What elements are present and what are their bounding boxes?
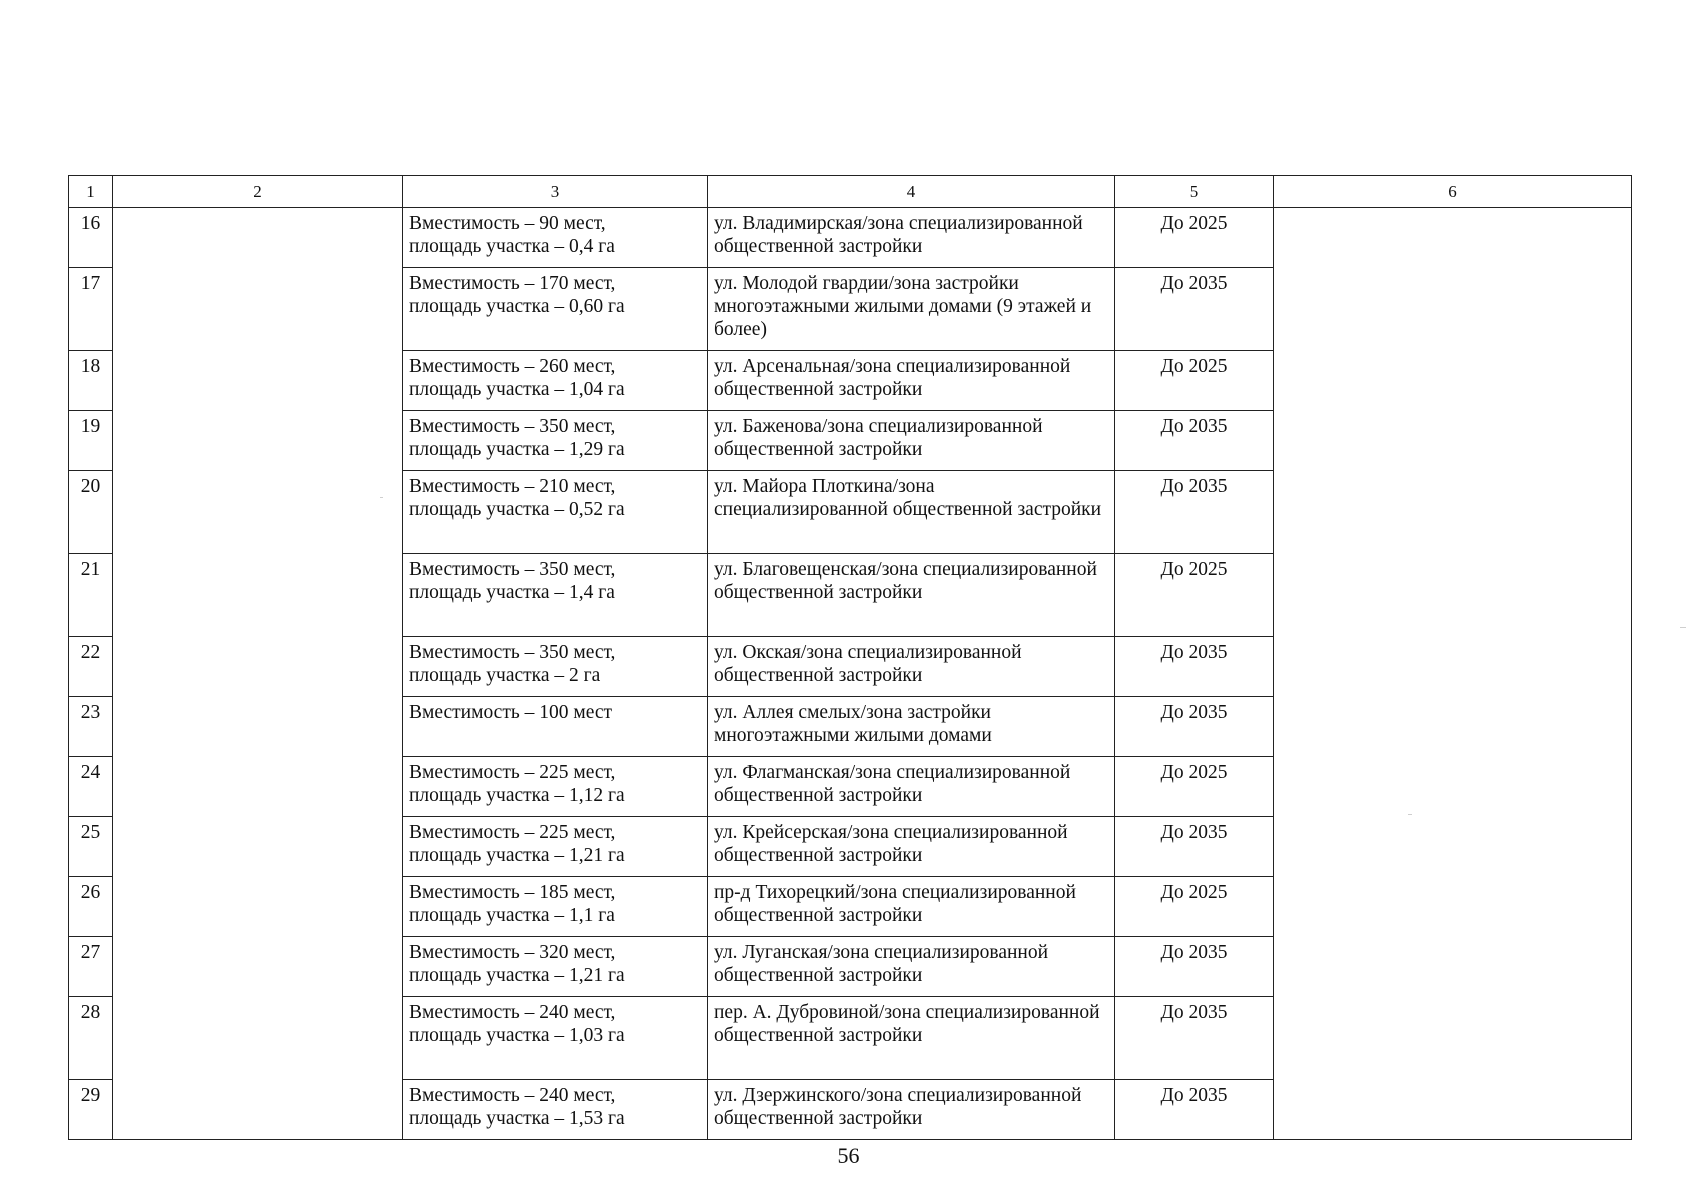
merged-cell-column-2 <box>113 208 403 1140</box>
capacity-cell <box>403 268 708 351</box>
capacity-cell <box>403 997 708 1080</box>
row-number: 23 <box>69 697 113 757</box>
row-number: 26 <box>69 877 113 937</box>
period-cell: До 2035 <box>1115 411 1274 471</box>
capacity-line: площадь участка – 0,52 га <box>409 499 625 520</box>
table-header-row <box>69 176 1632 208</box>
location-cell: ул. Дзержинского/зона специализированной общественной застройки <box>708 1080 1115 1140</box>
capacity-line: площадь участка – 1,04 га <box>409 379 625 400</box>
page-number: 56 <box>837 1143 860 1168</box>
capacity-cell <box>403 1080 708 1140</box>
scan-artifact <box>380 497 383 498</box>
period-cell: До 2035 <box>1115 471 1274 554</box>
capacity-line: площадь участка – 1,1 га <box>409 905 615 926</box>
row-number: 20 <box>69 471 113 554</box>
location-cell: ул. Майора Плоткина/зона специализированной общественной застройки <box>708 471 1115 554</box>
row-number: 19 <box>69 411 113 471</box>
period-cell: До 2025 <box>1115 554 1274 637</box>
capacity-cell <box>403 411 708 471</box>
row-number: 16 <box>69 208 113 268</box>
location-cell: ул. Луганская/зона специализированной общественной застройки <box>708 937 1115 997</box>
column-header: 2 <box>113 176 403 208</box>
period-cell: До 2025 <box>1115 351 1274 411</box>
capacity-line: площадь участка – 1,29 га <box>409 439 625 460</box>
capacity-line: Вместимость – 240 мест, <box>409 1085 616 1106</box>
capacity-cell <box>403 937 708 997</box>
row-number: 18 <box>69 351 113 411</box>
capacity-line: Вместимость – 260 мест, <box>409 356 616 377</box>
period-cell: До 2035 <box>1115 997 1274 1080</box>
capacity-line: Вместимость – 320 мест, <box>409 942 616 963</box>
capacity-line: Вместимость – 100 мест <box>409 702 613 723</box>
capacity-cell <box>403 817 708 877</box>
period-cell: До 2035 <box>1115 637 1274 697</box>
period-cell: До 2035 <box>1115 268 1274 351</box>
scan-artifact <box>1680 627 1686 628</box>
row-number: 24 <box>69 757 113 817</box>
capacity-cell <box>403 351 708 411</box>
capacity-line: площадь участка – 1,53 га <box>409 1108 625 1129</box>
period-cell: До 2025 <box>1115 877 1274 937</box>
period-cell: До 2025 <box>1115 208 1274 268</box>
capacity-cell <box>403 697 708 757</box>
capacity-line: площадь участка – 0,4 га <box>409 236 615 257</box>
capacity-line: Вместимость – 225 мест, <box>409 822 616 843</box>
row-number: 29 <box>69 1080 113 1140</box>
capacity-cell <box>403 208 708 268</box>
location-cell: ул. Флагманская/зона специализированной общественной застройки <box>708 757 1115 817</box>
capacity-cell <box>403 877 708 937</box>
capacity-cell <box>403 757 708 817</box>
location-cell: ул. Молодой гвардии/зона застройки многоэтажными жилыми домами (9 этажей и более) <box>708 268 1115 351</box>
capacity-line: Вместимость – 210 мест, <box>409 476 616 497</box>
location-cell: ул. Аллея смелых/зона застройки многоэтажными жилыми домами <box>708 697 1115 757</box>
column-header: 1 <box>69 176 113 208</box>
merged-cell-column-6 <box>1274 208 1632 1140</box>
location-cell: ул. Владимирская/зона специализированной общественной застройки <box>708 208 1115 268</box>
row-number: 25 <box>69 817 113 877</box>
location-cell: ул. Окская/зона специализированной общественной застройки <box>708 637 1115 697</box>
capacity-line: Вместимость – 170 мест, <box>409 273 616 294</box>
location-cell: ул. Благовещенская/зона специализированной общественной застройки <box>708 554 1115 637</box>
location-cell: ул. Баженова/зона специализированной общественной застройки <box>708 411 1115 471</box>
capacity-line: площадь участка – 1,12 га <box>409 785 625 806</box>
capacity-line: площадь участка – 1,21 га <box>409 965 625 986</box>
column-header: 5 <box>1115 176 1274 208</box>
capacity-line: Вместимость – 350 мест, <box>409 559 616 580</box>
capacity-line: Вместимость – 350 мест, <box>409 416 616 437</box>
column-header: 6 <box>1274 176 1632 208</box>
capacity-line: площадь участка – 2 га <box>409 665 601 686</box>
capacity-line: Вместимость – 350 мест, <box>409 642 616 663</box>
column-header: 3 <box>403 176 708 208</box>
period-cell: До 2025 <box>1115 757 1274 817</box>
capacity-line: Вместимость – 90 мест, <box>409 213 606 234</box>
capacity-line: площадь участка – 1,4 га <box>409 582 615 603</box>
location-cell: ул. Арсенальная/зона специализированной общественной застройки <box>708 351 1115 411</box>
location-cell: пр-д Тихорецкий/зона специализированной общественной застройки <box>708 877 1115 937</box>
period-cell: До 2035 <box>1115 937 1274 997</box>
scan-artifact <box>1408 814 1412 815</box>
capacity-line: Вместимость – 225 мест, <box>409 762 616 783</box>
row-number: 28 <box>69 997 113 1080</box>
location-cell: ул. Крейсерская/зона специализированной общественной застройки <box>708 817 1115 877</box>
capacity-line: Вместимость – 240 мест, <box>409 1002 616 1023</box>
capacity-cell <box>403 471 708 554</box>
location-cell: пер. А. Дубровиной/зона специализированной общественной застройки <box>708 997 1115 1080</box>
period-cell: До 2035 <box>1115 1080 1274 1140</box>
capacity-cell <box>403 554 708 637</box>
period-cell: До 2035 <box>1115 817 1274 877</box>
data-table <box>68 175 1632 1140</box>
row-number: 22 <box>69 637 113 697</box>
period-cell: До 2035 <box>1115 697 1274 757</box>
capacity-line: площадь участка – 0,60 га <box>409 296 625 317</box>
row-number: 17 <box>69 268 113 351</box>
row-number: 27 <box>69 937 113 997</box>
capacity-line: площадь участка – 1,21 га <box>409 845 625 866</box>
column-header: 4 <box>708 176 1115 208</box>
capacity-line: площадь участка – 1,03 га <box>409 1025 625 1046</box>
capacity-line: Вместимость – 185 мест, <box>409 882 616 903</box>
capacity-cell <box>403 637 708 697</box>
row-number: 21 <box>69 554 113 637</box>
table-row <box>69 208 1632 268</box>
